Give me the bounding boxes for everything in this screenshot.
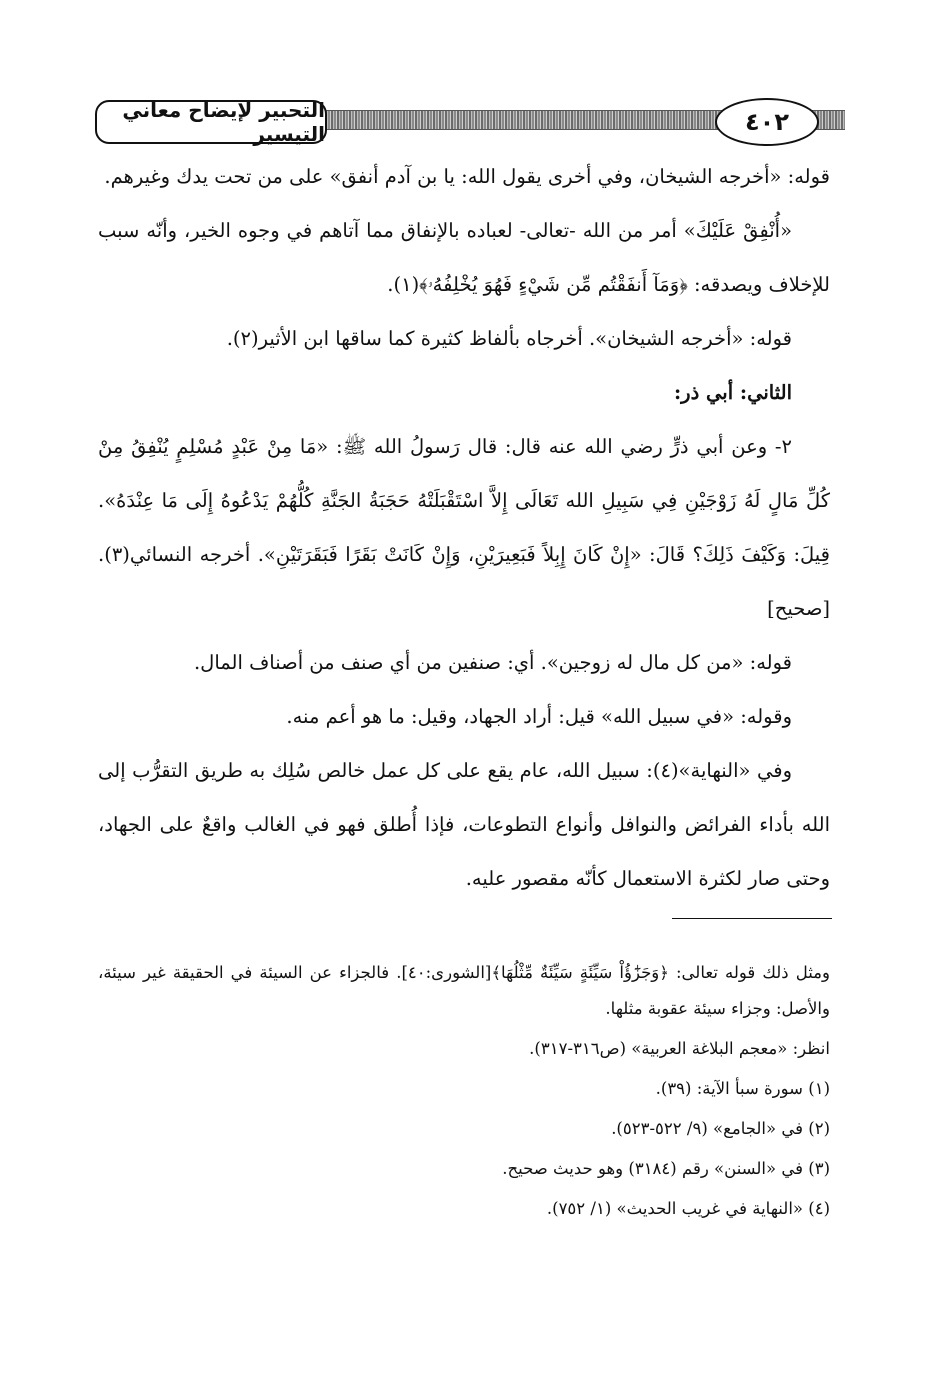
footnotes [98, 955, 830, 1231]
main-text [98, 150, 830, 906]
page-header [95, 98, 845, 148]
footnote-2: (٢) في «الجامع» (٩/ ٥٢٢-٥٢٣). [611, 1119, 830, 1138]
footnote-divider [672, 918, 832, 919]
hadith-text: ٢- وعن أبي ذرٍّ رضي الله عنه قال: قال رَسولُ الله ﷺ: «مَا مِنْ عَبْدٍ مُسْلِمٍ يُنْفِقُ مِنْ كُلِّ مَالٍ لَهُ زَوْجَيْنِ فِي سَبِيلِ الله تَعَالَى إِلاَّ اسْتَقْبَلَتْهُ حَجَبَةُ الجَنَّةِ كُلُّهُمْ يَدْعُوهُ إِلَى مَا عِنْدَهُ». قِيلَ: وَكَيْفَ ذَلِكَ؟ قَالَ: «إِنْ كَانَ إِبِلاً فَبَعِيرَيْنِ، وَإِنْ كَانَتْ بَقَرًا فَبَقَرَتَيْنِ». أخرجه النسائي(٣). [صحيح] [98, 435, 830, 620]
footnote-1: (١) سورة سبأ الآية: (٣٩). [655, 1079, 830, 1098]
paragraph-7: وقوله: «في سبيل الله» قيل: أراد الجهاد، وقيل: ما هو أعم منه. [286, 705, 792, 728]
paragraph-6: قوله: «من كل مال له زوجين». أي: صنفين من أي صنف من أصناف المال. [193, 651, 792, 674]
paragraph-3: قوله: «أخرجه الشيخان». أخرجاه بألفاظ كثيرة كما ساقها ابن الأثير(٢). [226, 327, 792, 350]
footnote-4: (٤) «النهاية في غريب الحديث» (١/ ٧٥٢). [546, 1199, 830, 1218]
section-heading: الثاني: أبي ذر: [673, 381, 792, 404]
paragraph-2: «أُنْفِقْ عَلَيْكَ» أمر من الله -تعالى- لعباده بالإنفاق مما آتاهم في وجوه الخير، وأنّه سبب للإخلاف ويصدقه: ﴿وَمَآ أَنفَقْتُم مِّن شَيْءٍ فَهُوَ يُخْلِفُهُۥ﴾(١). [98, 219, 830, 296]
book-title: التحبير لإيضاح معاني التيسير [95, 100, 327, 144]
footnote-reference: انظر: «معجم البلاغة العربية» (ص٣١٦-٣١٧). [529, 1039, 830, 1058]
page-number: ٤٠٢ [715, 98, 819, 146]
footnote-continuation: ومثل ذلك قوله تعالى: ﴿وَجَزَٰٓؤُاْ سَيِّئَةٍ سَيِّئَةٌ مِّثْلُهَا﴾[الشورى:٤٠]. فالجزاء عن السيئة في الحقيقة غير سيئة، والأصل: وجزاء سيئة عقوبة مثلها. [98, 963, 830, 1018]
footnote-3: (٣) في «السنن» رقم (٣١٨٤) وهو حديث صحيح. [502, 1159, 830, 1178]
paragraph-1: قوله: «أخرجه الشيخان، وفي أخرى يقول الله: يا بن آدم أنفق» على من تحت يدك وغيرهم. [104, 165, 830, 188]
paragraph-8: وفي «النهاية»(٤): سبيل الله، عام يقع على كل عمل خالص سُلِك به طريق التقرُّب إلى الله بأداء الفرائض والنوافل وأنواع التطوعات، فإذا أُطلق فهو في الغالب واقعٌ على الجهاد، وحتى صار لكثرة الاستعمال كأنّه مقصور عليه. [98, 759, 830, 890]
